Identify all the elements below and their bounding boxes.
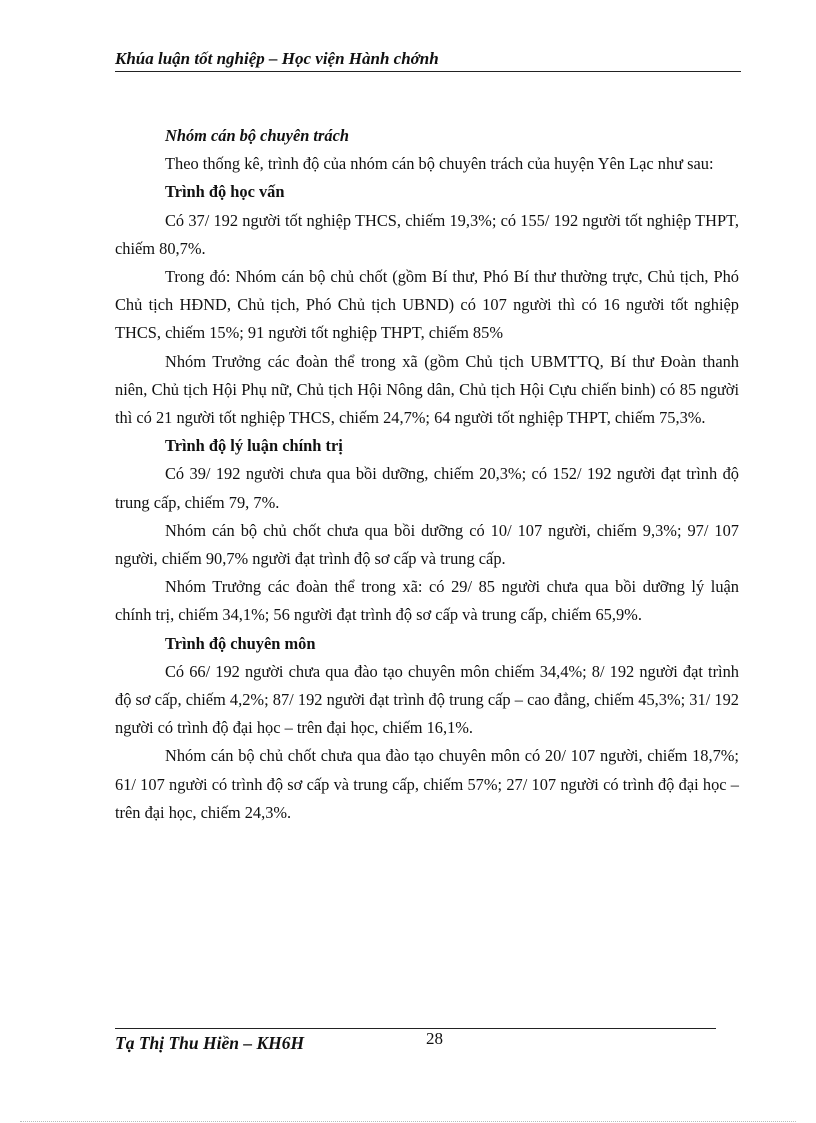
page-header: Khúa luận tốt nghiệp – Học viện Hành chớnh <box>115 48 741 72</box>
paragraph: Có 39/ 192 người chưa qua bồi dưỡng, chiếm 20,3%; có 152/ 192 người đạt trình độ trung cấp, chiếm 79, 7%. <box>115 464 739 512</box>
subheading-chuyen-mon: Trình độ chuyên môn <box>165 633 316 653</box>
paragraph: Có 66/ 192 người chưa qua đào tạo chuyên môn chiếm 34,4%; 8/ 192 người đạt trình độ sơ cấp, chiếm 4,2%; 87/ 192 người đạt trình độ trung cấp – cao đẳng, chiếm 45,3%; 31/ 192 người có trình độ đại học – trên đại học, chiếm 16,1%. <box>115 661 739 738</box>
paragraph: Nhóm cán bộ chủ chốt chưa qua đào tạo chuyên môn có 20/ 107 người, chiếm 18,7%; 61/ 107 người có trình độ sơ cấp và trung cấp, chiếm 57%; 27/ 107 người có trình độ đại học – trên đại học, chiếm 24,3%. <box>115 746 739 822</box>
document-body <box>115 122 739 827</box>
paragraph: Nhóm Trưởng các đoàn thể trong xã (gồm Chủ tịch UBMTTQ, Bí thư Đoàn thanh niên, Chủ tịch Hội Phụ nữ, Chủ tịch Hội Nông dân, Chủ tịch Hội Cựu chiến binh) có 85 người thì có 21 người tốt nghiệp THCS, chiếm 24,7%; 64 người tốt nghiệp THPT, chiếm 75,3%. <box>115 351 739 428</box>
paragraph: Có 37/ 192 người tốt nghiệp THCS, chiếm 19,3%; có 155/ 192 người tốt nghiệp THPT, chiếm 80,7%. <box>115 210 739 258</box>
section-heading: Nhóm cán bộ chuyên trách <box>165 126 349 145</box>
footer-divider <box>115 1028 716 1029</box>
paragraph: Trong đó: Nhóm cán bộ chủ chốt (gồm Bí thư, Phó Bí thư thường trực, Chủ tịch, Phó Chủ tịch HĐND, Chủ tịch, Phó Chủ tịch UBND) có 107 người thì có 16 người tốt nghiệp THCS, chiếm 15%; 91 người tốt nghiệp THPT, chiếm 85% <box>115 267 739 343</box>
page-number: 28 <box>426 1029 443 1048</box>
intro-paragraph: Theo thống kê, trình độ của nhóm cán bộ chuyên trách của huyện Yên Lạc như sau: <box>165 154 714 174</box>
subheading-ly-luan: Trình độ lý luận chính trị <box>165 436 343 456</box>
page-edge-divider <box>20 1121 796 1122</box>
subheading-hoc-van: Trình độ học vấn <box>165 182 285 202</box>
paragraph: Nhóm Trưởng các đoàn thể trong xã: có 29/ 85 người chưa qua bồi dưỡng lý luận chính trị, chiếm 34,1%; 56 người đạt trình độ sơ cấp và trung cấp, chiếm 65,9%. <box>115 577 739 625</box>
footer-author: Tạ Thị Thu Hiền – KH6H <box>115 1033 305 1053</box>
paragraph: Nhóm cán bộ chủ chốt chưa qua bồi dưỡng có 10/ 107 người, chiếm 9,3%; 97/ 107 người, chiếm 90,7% người đạt trình độ sơ cấp và trung cấp. <box>115 520 739 569</box>
